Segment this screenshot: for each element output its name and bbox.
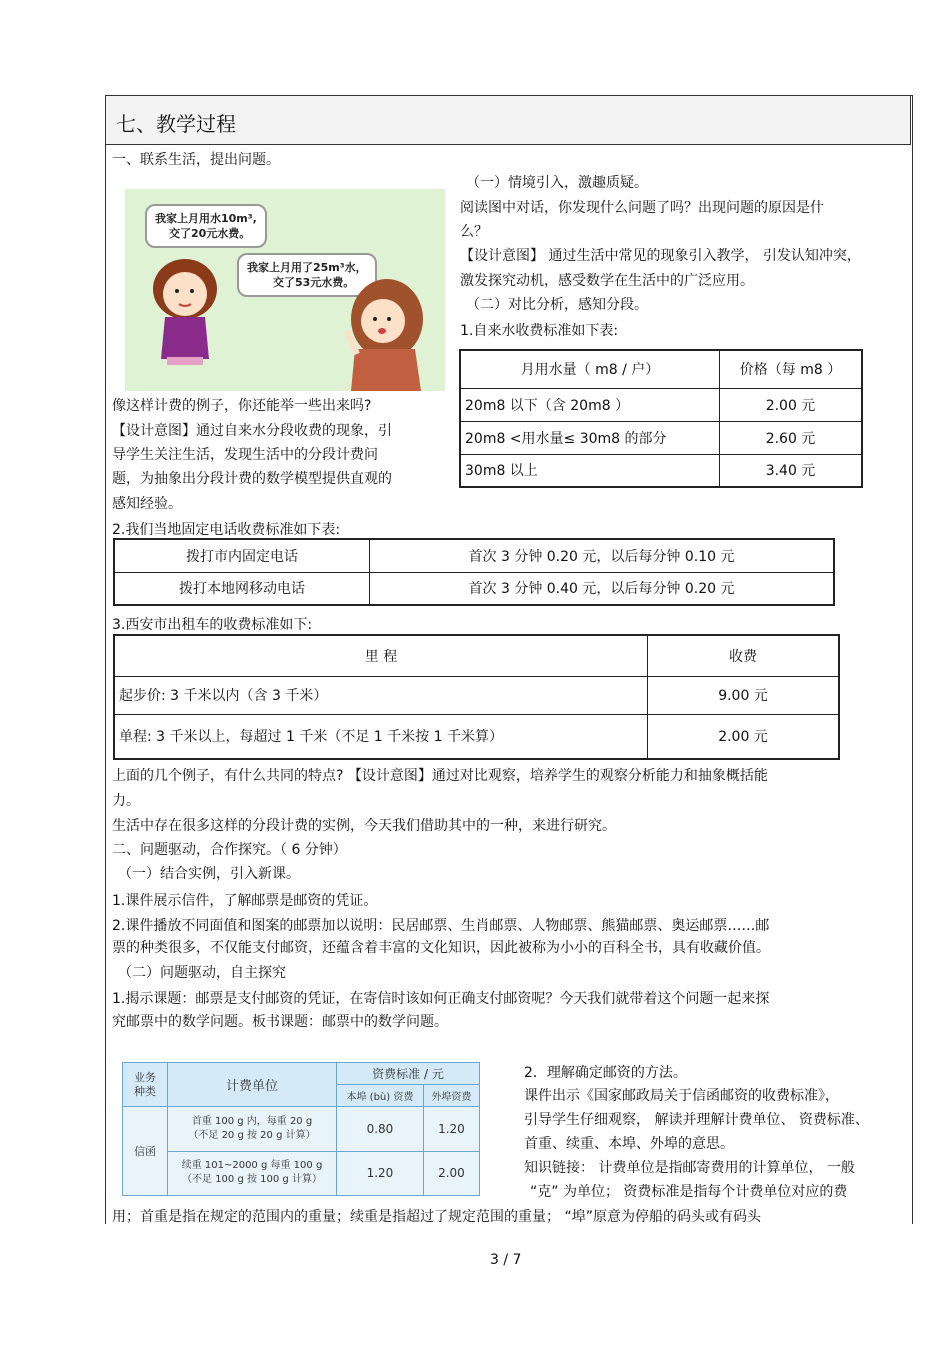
water-header-volume: 月用水量（ m8 / 户） <box>460 350 720 388</box>
table-cell: 2.00 <box>423 1151 479 1195</box>
postal-text-line: 2．理解确定邮资的方法。 <box>524 1065 687 1081</box>
table-cell: 资费标准 / 元 <box>337 1063 480 1085</box>
table-cell: 外埠资费 <box>423 1085 479 1107</box>
left-text-line: 感知经验。 <box>112 496 182 512</box>
table-cell: 起步价: 3 千米以内（含 3 千米） <box>114 676 648 714</box>
table-cell: 拨打市内固定电话 <box>114 539 370 572</box>
postal-text-line: 课件出示《国家邮政局关于信函邮资的收费标准》， <box>524 1088 839 1104</box>
last-line: 用；首重是指在规定的范围内的重量；续重是指超过了规定范围的重量； “埠”原意为停船的码头或有码头 <box>112 1209 761 1225</box>
taxi-header-distance: 里 程 <box>114 635 648 676</box>
postal-text-line: 知识链接： 计费单位是指邮寄费用的计算单位， 一般 <box>524 1160 855 1176</box>
table-cell: 首次 3 分钟 0.40 元，以后每分钟 0.20 元 <box>370 572 835 605</box>
postal-text-line: “克” 为单位； 资费标准是指每个计费单位对应的费 <box>530 1184 848 1200</box>
table-cell: 本埠 (bù) 资费 <box>337 1085 424 1107</box>
section-header <box>105 95 911 145</box>
design-intent-1-line1: 【设计意图】 通过生活中常见的现象引入教学， 引发认知冲突， <box>460 248 861 264</box>
table-cell: 9.00 元 <box>648 676 840 714</box>
phone-fee-table <box>113 538 835 606</box>
table-cell: 20m8 以下（含 20m8 ） <box>460 388 720 421</box>
table-cell: 续重 101~2000 g 每重 100 g （不足 100 g 按 100 g 计算） <box>168 1151 337 1195</box>
table-cell: 单程: 3 千米以上，每超过 1 千米（不足 1 千米按 1 千米算） <box>114 714 648 759</box>
part2-sub1: （一）结合实例，引入新课。 <box>118 866 300 882</box>
intro-question-line2: 么？ <box>460 224 488 240</box>
taxi-header-fee: 收费 <box>648 635 840 676</box>
table-cell: 首重 100 g 内，每重 20 g （不足 20 g 按 20 g 计算） <box>168 1107 337 1151</box>
table-cell: 2.60 元 <box>720 421 863 454</box>
table-cell: 30m8 以上 <box>460 454 720 487</box>
table-cell: 首次 3 分钟 0.20 元，以后每分钟 0.10 元 <box>370 539 835 572</box>
water-fee-table <box>459 349 863 488</box>
left-text-line: 像这样计费的例子，你还能举一些出来吗? <box>112 398 372 414</box>
part2-p2-line1: 2.课件播放不同面值和图案的邮票加以说明：民居邮票、生肖邮票、人物邮票、熊猫邮票、奥运邮票……邮 <box>112 918 770 934</box>
part1-heading: 一、联系生活，提出问题。 <box>112 152 280 168</box>
dialogue-illustration <box>125 189 445 391</box>
summary-line2: 力。 <box>112 793 140 809</box>
page-number: 3 / 7 <box>490 1252 522 1268</box>
part2-p1: 1.课件展示信件，了解邮票是邮资的凭证。 <box>112 893 378 909</box>
table-cell: 3.40 元 <box>720 454 863 487</box>
research-line: 生活中存在很多这样的分段计费的实例，今天我们借助其中的一种，来进行研究。 <box>112 818 616 834</box>
table-cell: 0.80 <box>337 1107 424 1151</box>
table-cell: 2.00 元 <box>720 388 863 421</box>
part2-sub2: （二）问题驱动，自主探究 <box>118 965 286 981</box>
postal-text-line: 首重、续重、本埠、外埠的意思。 <box>524 1136 734 1152</box>
phone-table-title: 2.我们当地固定电话收费标准如下表: <box>112 522 341 538</box>
intro-question-line1: 阅读图中对话，你发现什么问题了吗？出现问题的原因是什 <box>460 200 824 216</box>
part2-p2-line2: 票的种类很多，不仅能支付邮资，还蕴含着丰富的文化知识，因此被称为小小的百科全书，具有收藏价值。 <box>112 940 770 956</box>
summary-line1: 上面的几个例子，有什么共同的特点? 【设计意图】通过对比观察，培养学生的观察分析能力和抽象概括能 <box>112 768 768 784</box>
section-title: 七、教学过程 <box>116 112 236 136</box>
compare-title: （二）对比分析，感知分段。 <box>466 297 648 313</box>
water-table-title: 1.自来水收费标准如下表: <box>460 323 619 339</box>
taxi-table-title: 3.西安市出租车的收费标准如下: <box>112 617 313 633</box>
table-cell: 计费单位 <box>168 1063 337 1107</box>
postal-rate-table <box>122 1062 480 1196</box>
part2-p3-line2: 究邮票中的数学问题。板书课题：邮票中的数学问题。 <box>112 1014 448 1030</box>
postal-rate-image <box>122 1062 480 1196</box>
table-cell: 拨打本地网移动电话 <box>114 572 370 605</box>
children-figures <box>125 189 445 391</box>
table-cell: 业务 种类 <box>123 1063 168 1107</box>
design-intent-1-line2: 激发探究动机，感受数学在生活中的广泛应用。 <box>460 273 754 289</box>
table-cell: 信函 <box>123 1107 168 1196</box>
water-header-price: 价格（每 m8 ） <box>720 350 863 388</box>
left-text-line: 题，为抽象出分段计费的数学模型提供直观的 <box>112 471 392 487</box>
table-cell: 1.20 <box>423 1107 479 1151</box>
table-cell: 20m8 <用水量≤ 30m8 的部分 <box>460 421 720 454</box>
left-text-line: 导学生关注生活，发现生活中的分段计费问 <box>112 447 378 463</box>
postal-text-line: 引导学生仔细观察， 解读并理解计费单位、 资费标准、 <box>524 1112 869 1128</box>
table-cell: 2.00 元 <box>648 714 840 759</box>
part2-p3-line1: 1.揭示课题：邮票是支付邮资的凭证，在寄信时该如何正确支付邮资呢？今天我们就带着这个问题一起来探 <box>112 991 770 1007</box>
taxi-fee-table <box>113 634 840 760</box>
table-cell: 1.20 <box>337 1151 424 1195</box>
speech-bubble-2: 我家上月用了25m³水， 交了53元水费。 <box>237 253 377 297</box>
part2-heading: 二、问题驱动，合作探究。（ 6 分钟） <box>112 842 347 858</box>
left-text-line: 【设计意图】通过自来水分段收费的现象，引 <box>112 423 392 439</box>
intro-title: （一）情境引入，激趣质疑。 <box>466 175 648 191</box>
speech-bubble-1: 我家上月用水10m³, 交了20元水费。 <box>145 204 267 248</box>
